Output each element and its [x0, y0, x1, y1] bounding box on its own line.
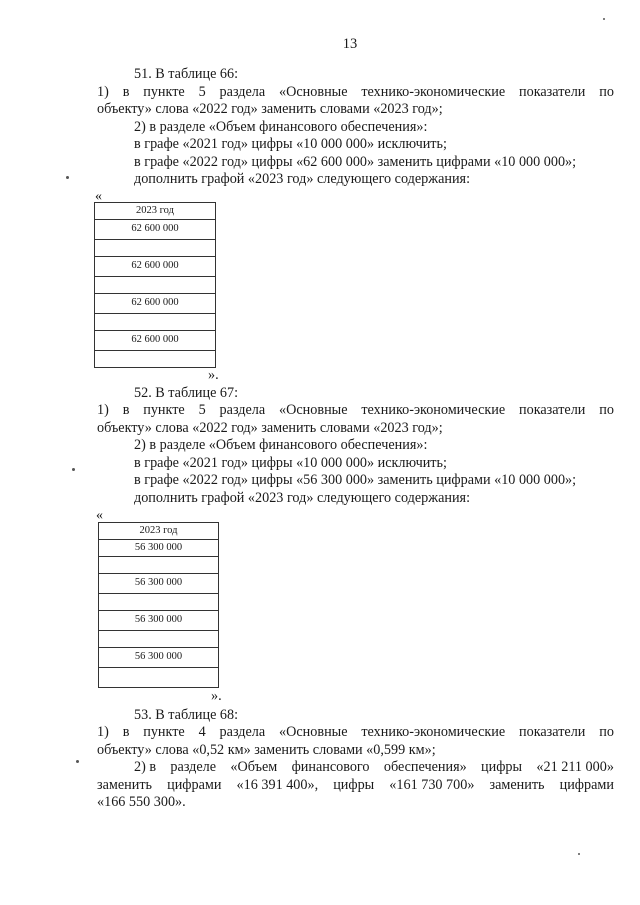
- s51-quote-close: ».: [208, 367, 219, 383]
- s51-item1-cont: объекту» слова «2022 год» заменить словами «2023 год»;: [97, 101, 443, 117]
- s53-item2-cont: заменить цифрами «16 391 400», цифры «161 730 700» заменить цифрами: [97, 777, 614, 793]
- s52-item2-line1: в графе «2021 год» цифры «10 000 000» исключить;: [134, 455, 447, 471]
- table-cell: 62 600 000: [95, 220, 216, 240]
- s51-table: [94, 202, 216, 368]
- scan-speck: [72, 468, 75, 471]
- s52-item2-line3: дополнить графой «2023 год» следующего содержания:: [134, 490, 471, 506]
- table-cell: [95, 240, 216, 257]
- s53-item2-end: «166 550 300».: [97, 794, 186, 810]
- table-cell: [99, 668, 219, 688]
- table-cell: 56 300 000: [99, 574, 219, 594]
- s52-item2: 2) в разделе «Объем финансового обеспечения»:: [134, 437, 428, 453]
- scan-speck: [603, 18, 605, 20]
- table-header: 2023 год: [95, 203, 216, 220]
- s52-item1-cont: объекту» слова «2022 год» заменить словами «2023 год»;: [97, 420, 443, 436]
- table-cell: [99, 557, 219, 574]
- s52-item2-line2: в графе «2022 год» цифры «56 300 000» заменить цифрами «10 000 000»;: [134, 472, 577, 488]
- table-cell: [99, 594, 219, 611]
- s53-item1-line: 1) в пункте 4 раздела «Основные технико-экономические показатели по: [97, 724, 614, 740]
- table-cell: 56 300 000: [99, 648, 219, 668]
- scan-speck: [66, 176, 69, 179]
- s53-item2-line: 2) в разделе «Объем финансового обеспечения» цифры «21 211 000»: [134, 759, 614, 775]
- scan-speck: [578, 853, 580, 855]
- s52-quote-close: ».: [211, 688, 222, 704]
- table-cell: 56 300 000: [99, 540, 219, 557]
- s52-item1-line: 1) в пункте 5 раздела «Основные технико-экономические показатели по: [97, 402, 614, 418]
- section-51-heading: 51. В таблице 66:: [134, 66, 239, 82]
- scan-speck: [76, 760, 79, 763]
- table-cell: [95, 314, 216, 331]
- s51-item2-line1: в графе «2021 год» цифры «10 000 000» исключить;: [134, 136, 447, 152]
- s51-item2-line3: дополнить графой «2023 год» следующего содержания:: [134, 171, 471, 187]
- table-cell: 62 600 000: [95, 257, 216, 277]
- table-cell: 56 300 000: [99, 611, 219, 631]
- s51-item2: 2) в разделе «Объем финансового обеспечения»:: [134, 119, 428, 135]
- table-header: 2023 год: [99, 523, 219, 540]
- section-52-heading: 52. В таблице 67:: [134, 385, 239, 401]
- s51-quote-open: «: [95, 189, 102, 204]
- page-number: 13: [342, 36, 358, 52]
- s52-quote-open: «: [96, 508, 103, 523]
- table-cell: [95, 351, 216, 368]
- table-cell: 62 600 000: [95, 294, 216, 314]
- section-53-heading: 53. В таблице 68:: [134, 707, 239, 723]
- s51-item2-line2: в графе «2022 год» цифры «62 600 000» заменить цифрами «10 000 000»;: [134, 154, 577, 170]
- table-cell: [95, 277, 216, 294]
- table-cell: 62 600 000: [95, 331, 216, 351]
- s51-item1-line: 1) в пункте 5 раздела «Основные технико-экономические показатели по: [97, 84, 614, 100]
- table-cell: [99, 631, 219, 648]
- s52-table: [98, 522, 219, 688]
- s53-item1-cont: объекту» слова «0,52 км» заменить словами «0,599 км»;: [97, 742, 436, 758]
